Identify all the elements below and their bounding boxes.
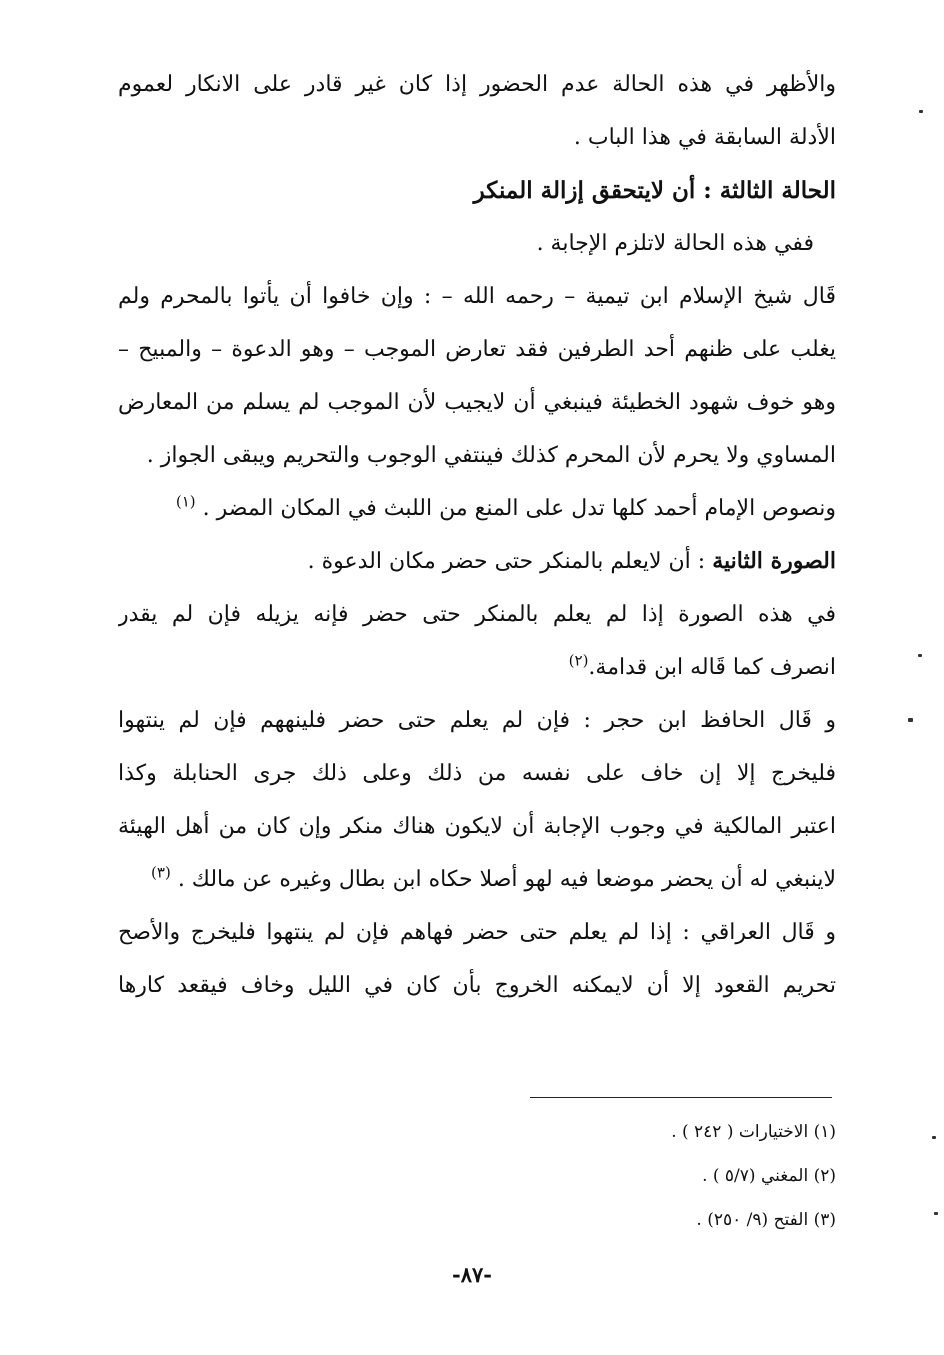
text-line: تحريم القعود إلا أن لايمكنه الخروج بأن كان في الليل وخاف فيقعد كارها [118, 973, 836, 998]
page-number: -٨٧- [452, 1262, 492, 1287]
text-span: : أن لايعلم بالمنكر حتى حضر مكان الدعوة . [307, 549, 706, 574]
scan-speck [919, 110, 923, 113]
text-line: الأدلة السابقة في هذا الباب . [573, 125, 836, 150]
footnote-separator [530, 1097, 832, 1098]
footnote: (٣) الفتح (٩/ ٢٥٠) . [696, 1210, 836, 1230]
footnote-marker: (٢) [568, 651, 589, 670]
text-line: المساوي ولا يحرم لأن المحرم كذلك فينتفي الوجوب والتحريم ويبقى الجواز . [146, 443, 836, 468]
text-line: و قَال العراقي : إذا لم يعلم حتى حضر فهاهم فإن لم ينتهوا فليخرج والأصح [118, 920, 836, 945]
text-line: والأظهر في هذه الحالة عدم الحضور إذا كان غير قادر على الانكار لعموم [118, 72, 836, 97]
scan-speck [932, 1136, 936, 1139]
text-line [118, 535, 836, 588]
text-line [118, 482, 836, 535]
text-line: ففي هذه الحالة لاتلزم الإجابة . [536, 231, 814, 256]
text-span: لاينبغي له أن يحضر موضعا فيه لهو أصلا حكاه ابن بطال وغيره عن مالك . [177, 867, 836, 892]
text-line [118, 641, 836, 694]
footnote-marker: (١) [175, 492, 196, 511]
scan-speck [934, 1212, 938, 1215]
main-text [118, 58, 836, 1012]
text-span: ونصوص الإمام أحمد كلها تدل على المنع من اللبث في المكان المضر . [202, 496, 836, 521]
text-line: قَال شيخ الإسلام ابن تيمية – رحمه الله – : وإن خافوا أن يأتوا بالمحرم ولم [118, 284, 836, 309]
scan-speck [918, 654, 922, 657]
footnote: (٢) المغني (٥/٧ ) . [702, 1166, 836, 1186]
text-line: في هذه الصورة إذا لم يعلم بالمنكر حتى حضر فإنه يزيله فإن لم يقدر [118, 602, 836, 627]
text-line: فليخرج إلا إن خاف على نفسه من ذلك وعلى ذلك جرى الحنابلة وكذا [118, 761, 836, 786]
section-heading: الحالة الثالثة : أن لايتحقق إزالة المنكر [473, 177, 836, 204]
text-line: و قَال الحافظ ابن حجر : فإن لم يعلم حتى حضر فلينههم فإن لم ينتهوا [118, 708, 836, 733]
scan-speck [908, 718, 913, 722]
text-line: وهو خوف شهود الخطيئة فينبغي أن لايجيب لأن الموجب لم يسلم من المعارض [118, 390, 836, 415]
footnote-marker: (٣) [151, 863, 171, 882]
footnote: (١) الاختيارات ( ٢٤٢ ) . [671, 1122, 836, 1142]
footnotes [430, 1110, 836, 1242]
subheading-label: الصورة الثانية [712, 548, 836, 574]
text-line: يغلب على ظنهم أحد الطرفين فقد تعارض الموجب – وهو الدعوة – والمبيح – [118, 337, 836, 362]
text-span: انصرف كما قَاله ابن قدامة. [588, 655, 836, 680]
text-line: اعتبر المالكية في وجوب الإجابة أن لايكون هناك منكر وإن كان من أهل الهيئة [118, 814, 836, 839]
text-line [118, 853, 836, 906]
